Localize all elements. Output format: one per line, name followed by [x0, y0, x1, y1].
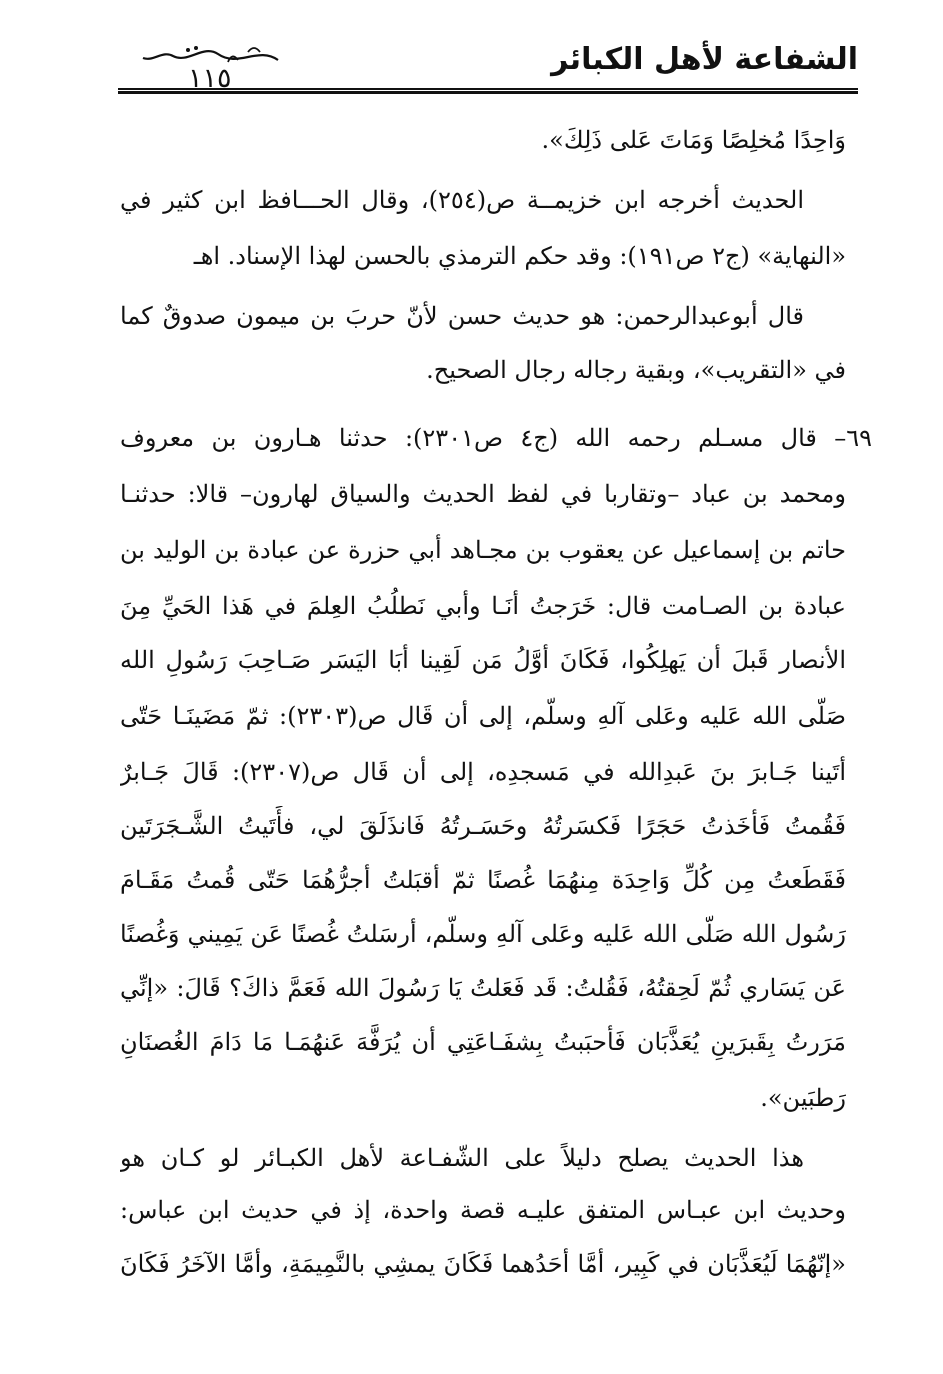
hadith-number-line: ٦٩– قال مسـلم رحمه الله (ج٤ ص٢٣٠١): حدثنا هـارون بن معروف	[120, 424, 872, 452]
text-line: «إنّهُمَا لَيُعَذَّبَان في كَبِير، أمَّا أحَدُهما فَكَانَ يمشِي بالنَّمِيمَةِ، وأمَّا الآخَرُ فَكَانَ	[120, 1250, 846, 1278]
text-line: عَن يَسَاري ثُمّ لَحِقتُهُ، فَقُلتُ: قَد فَعَلتُ يَا رَسُولَ الله فَعَمَّ ذاكَ؟ قَالَ: «إنِّي	[120, 974, 846, 1002]
text-line: وحديث ابن عبـاس المتفق عليـه قصة واحدة، إذ في حديث ابن عباس:	[120, 1196, 846, 1224]
text-line: في «التقريب»، وبقية رجاله رجال الصحيح.	[426, 356, 846, 384]
text-line: قال أبوعبدالرحمن: هو حديث حسن لأنّ حربَ بن ميمون صدوقٌ كما	[120, 302, 804, 330]
header-rule-thick	[118, 91, 858, 94]
page-number: ١١٥	[188, 63, 232, 94]
text-line: هذا الحديث يصلح دليلاً على الشّفـاعة لأهل الكبـائر لو كـان هو	[120, 1144, 804, 1172]
text-line: عبادة بن الصـامت قال: خَرَجتُ أنَـا وأبي نَطلُبُ العِلمَ في هَذا الحَيِّ مِنَ	[120, 592, 846, 620]
text-line: أتَينا جَـابرَ بنَ عَبدِالله في مَسجدِه، إلى أن قَال ص(٢٣٠٧): قَالَ جَـابرٌ	[120, 758, 846, 786]
text-line: فَقُمتُ فَأخَذتُ حَجَرًا فَكسَرتُهُ وحَسَـرتُهُ فَانذَلَقَ لي، فأَتَيتُ الشَّـجَرَتَين	[120, 812, 846, 840]
text-line: رَسُول الله صَلّى الله عَليه وعَلى آلهِ وسلّم، أرسَلتُ غُصنًا عَن يَمِيني وَغُصنًا	[120, 920, 846, 948]
text-line: الأنصار قَبلَ أن يَهلِكُوا، فَكَانَ أوَّلُ مَن لَقِينا أبَا اليَسَر صَـاحِبَ رَسُولِ الله	[120, 646, 846, 674]
text-line: «النهاية» (ج٢ ص١٩١): وقد حكم الترمذي بالحسن لهذا الإسناد. اهـ	[193, 242, 846, 270]
text-line: صَلّى الله عَليه وعَلى آلهِ وسلّم، إلى أن قَال ص(٢٣٠٣): ثمّ مَضَينَـا حَتّى	[120, 702, 846, 730]
page-header	[118, 36, 858, 96]
book-title: الشفاعة لأهل الكبائر	[551, 42, 858, 77]
text-line: حاتم بن إسماعيل عن يعقوب بن مجـاهد أبي حزرة عن عبادة بن الوليد بن	[120, 536, 846, 564]
text-line: وَاحِدًا مُخلِصًا وَمَاتَ عَلى ذَلِكَ».	[541, 126, 846, 154]
text-line: ومحمد بن عباد –وتقاربا في لفظ الحديث والسياق لهارون– قالا: حدثنـا	[120, 480, 846, 508]
text-line: فَقَطَعتُ مِن كُلِّ وَاحِدَة مِنهُمَا غُصنًا ثمّ أقبَلتُ أجرُّهُمَا حَتّى قُمتُ مَقَـامَ	[120, 866, 846, 894]
text-line: رَطبَين».	[760, 1084, 846, 1112]
text-line: الحديث أخرجه ابن خزيمــة ص(٢٥٤)، وقال الحـــافظ ابن كثير في	[120, 186, 805, 214]
text-line: مَرَرتُ بِقَبرَينِ يُعَذَّبَان فَأحبَبتُ بِشفَـاعَتِي أن يُرَفَّهَ عَنهُمَـا مَا دَامَ الغُصنَانِ	[120, 1028, 846, 1056]
header-rule	[118, 88, 858, 90]
